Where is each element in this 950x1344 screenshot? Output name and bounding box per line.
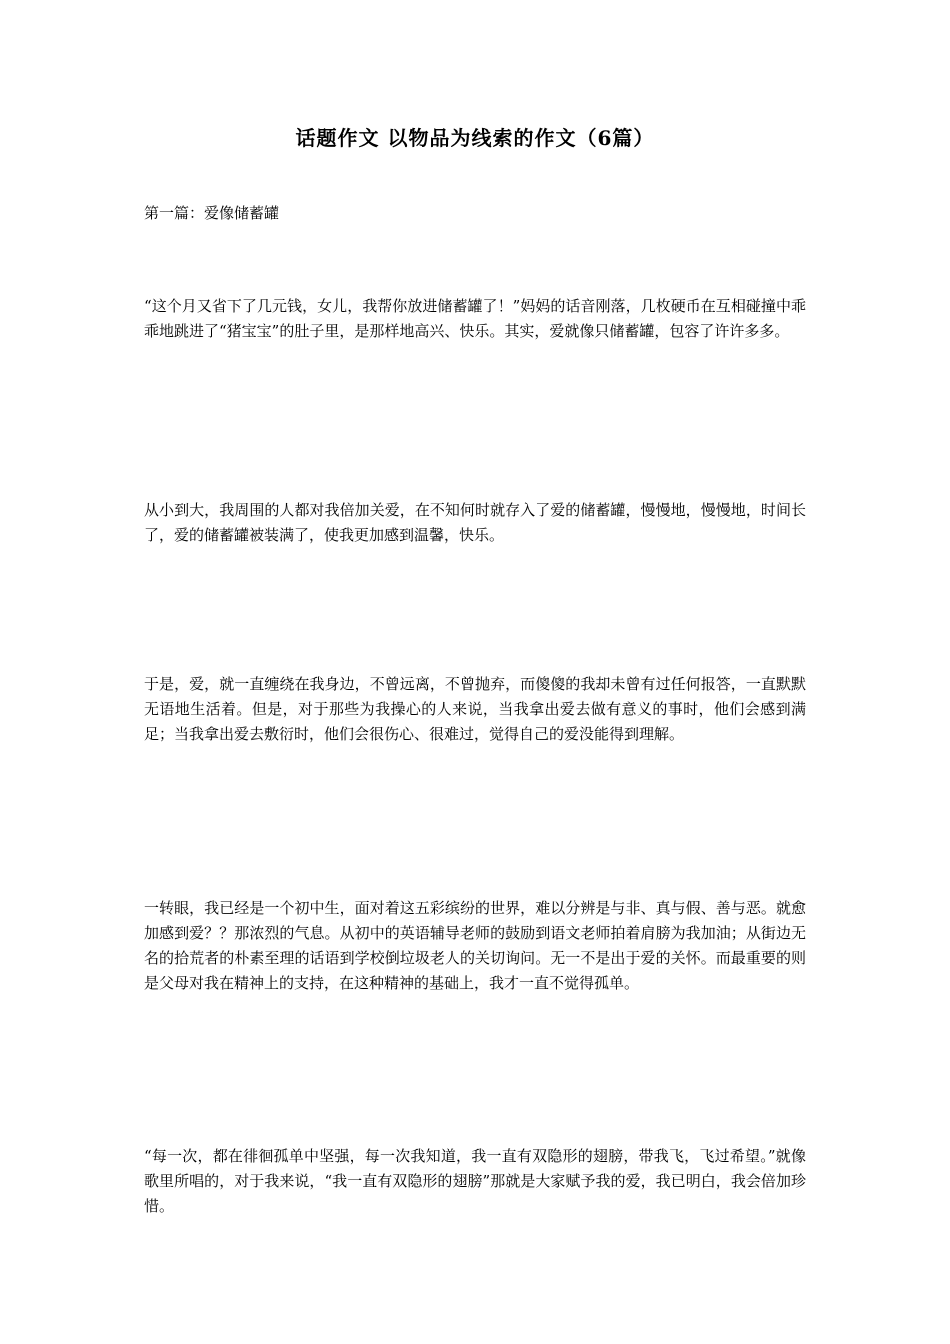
section-heading: 第一篇：爱像储蓄罐 bbox=[144, 204, 280, 222]
paragraph-5: “每一次，都在徘徊孤单中坚强，每一次我知道，我一直有双隐形的翅膀，带我飞，飞过希望。”就像歌里所唱的，对于我来说，“我一直有双隐形的翅膀”那就是大家赋予我的爱，我已明白，我会倍加珍惜。 bbox=[144, 1147, 806, 1215]
paragraph-2: 从小到大，我周围的人都对我倍加关爱，在不知何时就存入了爱的储蓄罐，慢慢地，慢慢地，时间长了，爱的储蓄罐被装满了，使我更加感到温馨，快乐。 bbox=[144, 501, 806, 544]
paragraph-4: 一转眼，我已经是一个初中生，面对着这五彩缤纷的世界，难以分辨是与非、真与假、善与恶。就愈加感到爱？？那浓烈的气息。从初中的英语辅导老师的鼓励到语文老师拍着肩膀为我加油；从街边无名的拾荒者的朴素至理的话语到学校倒垃圾老人的关切询问。无一不是出于爱的关怀。而最重要的则是父母对我在精神上的支持，在这种精神的基础上，我才一直不觉得孤单。 bbox=[144, 899, 806, 992]
document-title: 话题作文 以物品为线索的作文（6篇） bbox=[295, 126, 655, 150]
paragraph-1: “这个月又省下了几元钱，女儿，我帮你放进储蓄罐了！”妈妈的话音刚落，几枚硬币在互相碰撞中乖乖地跳进了“猪宝宝”的肚子里，是那样地高兴、快乐。其实，爱就像只储蓄罐，包容了许许多多。 bbox=[144, 297, 806, 340]
paragraph-3: 于是，爱，就一直缠绕在我身边，不曾远离，不曾抛弃，而傻傻的我却未曾有过任何报答，一直默默无语地生活着。但是，对于那些为我操心的人来说，当我拿出爱去做有意义的事时，他们会感到满足；当我拿出爱去敷衍时，他们会很伤心、很难过，觉得自己的爱没能得到理解。 bbox=[144, 675, 806, 743]
